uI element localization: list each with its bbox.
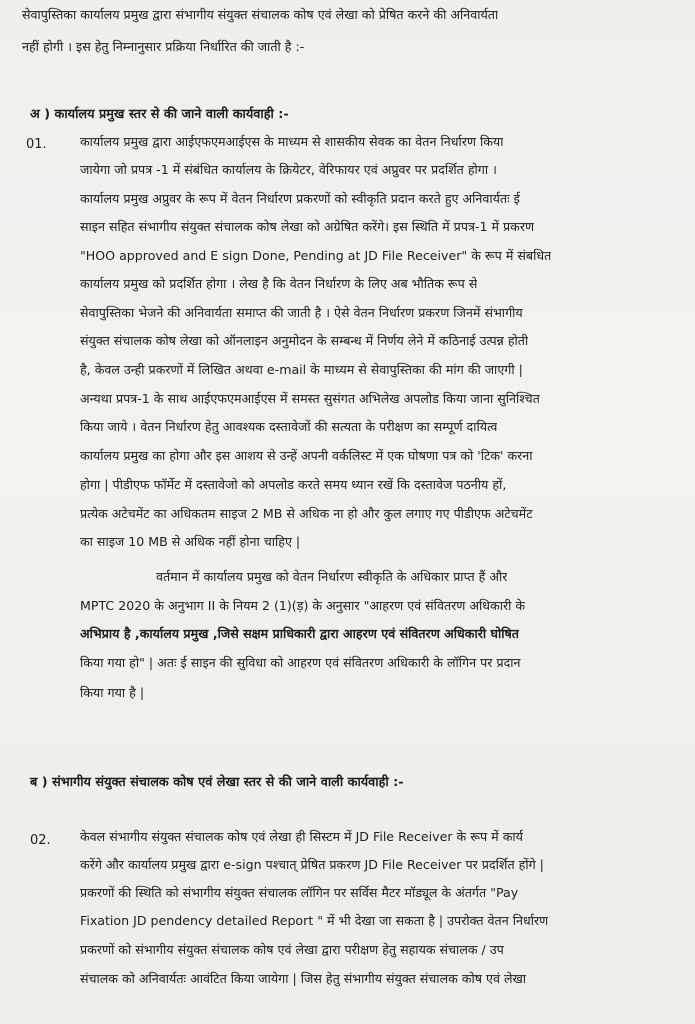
para-b-line-3: प्रकरणों की स्थिति को संभागीय संयुक्त संचालक लॉगिन पर सर्विस मैटर मॉड्यूल के अंतर्गत "Pay — [80, 885, 519, 900]
para-a-line-8: संयुक्त संचालक कोष लेखा को ऑनलाइन अनुमोदन के सम्बन्ध में निर्णय लेने में कठिनाई उत्पन्न होती — [80, 333, 529, 348]
para-a-line-13: होगा | पीडीएफ फॉर्मेट में दस्तावेजो को अपलोड करते समय ध्यान रखें कि दस्तावेज पठनीय हों, — [80, 477, 507, 492]
para-a2-line-4: किया गया हो" | अतः ई साइन की सुविधा को आहरण एवं संवितरण अधिकारी के लॉगिन पर प्रदान — [80, 655, 521, 670]
para-a-line-15: का साइज 10 MB से अधिक नहीं होना चाहिए | — [80, 534, 301, 549]
para-b-line-6: संचालक को अनिवार्यतः आवंटित किया जायेगा | जिस हेतु संभागीय संयुक्त संचालक कोष एवं लेखा — [80, 971, 527, 986]
section-b-heading: ब ) संभागीय संयुक्त संचालक कोष एवं लेखा स्तर से की जाने वाली कार्यवाही :- — [30, 775, 404, 790]
para-a2-line-3: अभिप्राय है ,कार्यालय प्रमुख ,जिसे सक्षम प्राधिकारी द्वारा आहरण एवं संवितरण अधिकारी घोषित — [80, 626, 519, 641]
para-a2-line-2: MPTC 2020 के अनुभाग II के नियम 2 (1)(ड़) के अनुसार "आहरण एवं संवितरण अधिकारी के — [80, 598, 526, 613]
para-a-line-2: जायेगा जो प्रपत्र -1 में संबंधित कार्यालय के क्रियेटर, वेरिफायर एवं अप्रुवर पर प्रदर्शित होगा । — [80, 162, 497, 177]
para-b-line-2: करेंगे और कार्यालय प्रमुख द्वारा e-sign पश्चात् प्रेषित प्रकरण JD File Receiver पर प्रदर्शित होंगे | — [80, 857, 544, 872]
section-b-number: 02. — [30, 833, 51, 848]
para-b-line-5: प्रकरणों को संभागीय संयुक्त संचालक कोष एवं लेखा द्वारा परीक्षण हेतु सहायक संचालक / उप — [80, 942, 504, 957]
section-a-heading: अ ) कार्यालय प्रमुख स्तर से की जाने वाली कार्यवाही :- — [30, 107, 289, 122]
para-a-line-1: कार्यालय प्रमुख द्वारा आईएफएमआईएस के माध्यम से शासकीय सेवक का वेतन निर्धारण किया — [80, 134, 504, 149]
para-a2-line-1: वर्तमान में कार्यालय प्रमुख को वेतन निर्धारण स्वीकृति के अधिकार प्राप्त हैं और — [156, 569, 508, 584]
para-b-line-4: Fixation JD pendency detailed Report " में भी देखा जा सकता है | उपरोक्त वेतन निर्धारण — [80, 913, 549, 928]
para-a-line-11: किया जाये । वेतन निर्धारण हेतु आवश्यक दस्तावेजों की सत्यता के परीक्षण का सम्पूर्ण दायित्व — [80, 419, 498, 434]
section-a-number: 01. — [26, 137, 47, 152]
para-b-line-1: केवल संभागीय संयुक्त संचालक कोष एवं लेखा ही सिस्टम में JD File Receiver के रूप में कार्य — [80, 829, 523, 844]
para-a-line-10: अन्यथा प्रपत्र-1 के साथ आईएफएमआईएस में समस्त सुसंगत अभिलेख अपलोड किया जाना सुनिश्चित — [80, 391, 540, 406]
para-a-line-5: "HOO approved and E sign Done, Pending at JD File Receiver" के रूप में संबधित — [80, 248, 552, 263]
para-a-line-3: कार्यालय प्रमुख अप्रुवर के रूप में वेतन निर्धारण प्रकरणों को स्वीकृति प्रदान करते हुए अनिवार्यतः ई — [80, 191, 520, 206]
intro-line-1: सेवापुस्तिका कार्यालय प्रमुख द्वारा संभागीय संयुक्त संचालक कोष एवं लेखा को प्रेषित करने की अनिवार्यता — [22, 7, 499, 22]
para-a-line-4: साइन सहित संभागीय संयुक्त संचालक कोष लेखा को अग्रेषित करेंगे। इस स्थिति में प्रपत्र-1 में प्रकरण — [80, 219, 535, 234]
para-a-line-12: कार्यालय प्रमुख का होगा और इस आशय से उन्हें अपनी वर्कलिस्ट में एक घोषणा पत्र को 'टिक' करना — [80, 448, 533, 463]
para-a-line-14: प्रत्येक अटेचमेंट का अधिकतम साइज 2 MB से अधिक ना हो और कुल लगाए गए पीडीएफ अटेचमेंट — [80, 506, 533, 521]
para-a-line-9: है, केवल उन्ही प्रकरणों में लिखित अथवा e-mail के माध्यम से सेवापुस्तिका की मांग की जाएगी | — [80, 362, 523, 377]
para-a-line-6: कार्यालय प्रमुख को प्रदर्शित होगा । लेख है कि वेतन निर्धारण के लिए अब भौतिक रूप से — [80, 276, 478, 291]
para-a2-line-5: किया गया है | — [80, 685, 145, 700]
intro-line-2: नहीं होगी । इस हेतु निम्नानुसार प्रक्रिया निर्धारित की जाती है :- — [22, 39, 305, 54]
para-a-line-7: सेवापुस्तिका भेजने की अनिवार्यता समाप्त की जाती है । ऐसे वेतन निर्धारण प्रकरण जिनमें संभागीय — [80, 305, 523, 320]
